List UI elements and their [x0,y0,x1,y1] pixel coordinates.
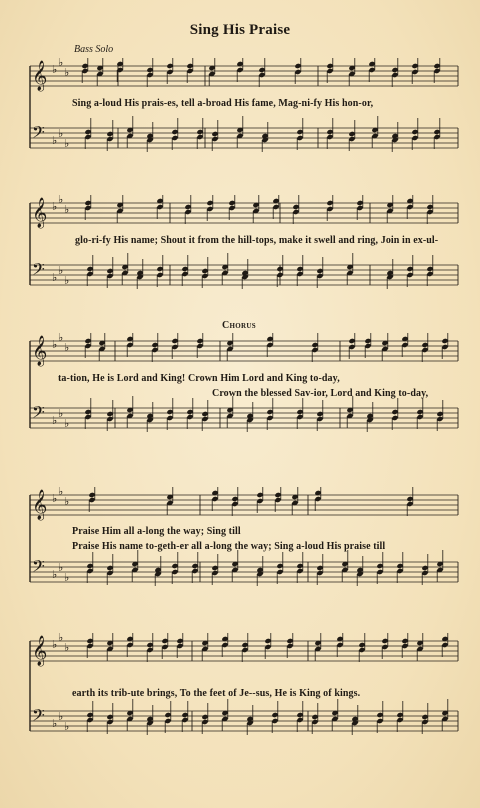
music-system-1 [0,58,480,168]
treble-clef-icon: 𝄞 [32,636,48,666]
flat-icon: ♭ [58,195,64,206]
flat-icon: ♭ [52,134,58,147]
flat-icon: ♭ [58,58,64,69]
flat-icon: ♭ [58,710,64,723]
bass-staff [30,556,458,584]
bass-clef-icon: 𝄢 [32,556,45,580]
treble-clef-icon: 𝄞 [32,490,48,520]
treble-staff [30,195,458,229]
bass-clef-icon: 𝄢 [32,705,45,729]
flat-icon: ♭ [64,417,70,430]
flat-icon: ♭ [52,200,58,213]
flat-icon: ♭ [52,338,58,351]
lyric-line-4b: Praise His name to-geth-er all a-long the way; Sing a-loud His praise till [72,541,386,552]
flat-icon: ♭ [64,571,70,584]
flat-icon: ♭ [64,274,70,287]
flat-icon: ♭ [58,264,64,277]
flat-icon: ♭ [64,720,70,733]
flat-icon: ♭ [64,495,70,508]
bass-clef-icon: 𝄢 [32,259,45,283]
flat-icon: ♭ [52,492,58,505]
flat-icon: ♭ [52,568,58,581]
lyric-line-4a: Praise Him all a-long the way; Sing till [72,526,241,537]
lyric-line-5: earth its trib-ute brings, To the feet of Je--sus, He is King of kings. [72,688,361,699]
flat-icon: ♭ [52,63,58,76]
flat-icon: ♭ [58,407,64,420]
hymn-title: Sing His Praise [189,22,291,38]
chorus-label: Chorus [222,320,256,331]
staff-system-2-svg [0,195,480,305]
flat-icon: ♭ [58,487,64,498]
treble-clef-icon: 𝄞 [32,198,48,228]
lyric-line-3a: ta-tion, He is Lord and King! Crown Him Lord and King to-day, [58,373,340,384]
flat-icon: ♭ [64,341,70,354]
flat-icon: ♭ [58,333,64,344]
lyric-line-3b: Crown the blessed Sav-ior, Lord and King to-day, [212,388,429,399]
flat-icon: ♭ [52,271,58,284]
bass-clef-icon: 𝄢 [32,402,45,426]
flat-icon: ♭ [52,717,58,730]
bass-staff [30,402,458,430]
treble-clef-icon: 𝄞 [32,61,48,91]
flat-icon: ♭ [64,66,70,79]
soloist-direction: Bass Solo [74,44,114,55]
staff-system-1-svg [0,58,480,168]
flat-icon: ♭ [52,638,58,651]
bass-clef-icon: 𝄢 [32,122,45,146]
flat-icon: ♭ [64,137,70,150]
flat-icon: ♭ [52,414,58,427]
flat-icon: ♭ [64,203,70,216]
treble-staff [30,487,458,521]
flat-icon: ♭ [64,641,70,654]
music-system-2 [0,195,480,305]
treble-staff [30,333,458,367]
lyric-line-2: glo-ri-fy His name; Shout it from the hill-tops, make it swell and ring, Join in ex-ul- [75,235,439,246]
bass-staff [30,705,458,733]
flat-icon: ♭ [58,561,64,574]
lyric-line-1: Sing a-loud His prais-es, tell a-broad His fame, Mag-ni-fy His hon-or, [72,98,374,109]
flat-icon: ♭ [58,633,64,644]
treble-clef-icon: 𝄞 [32,336,48,366]
flat-icon: ♭ [58,127,64,140]
